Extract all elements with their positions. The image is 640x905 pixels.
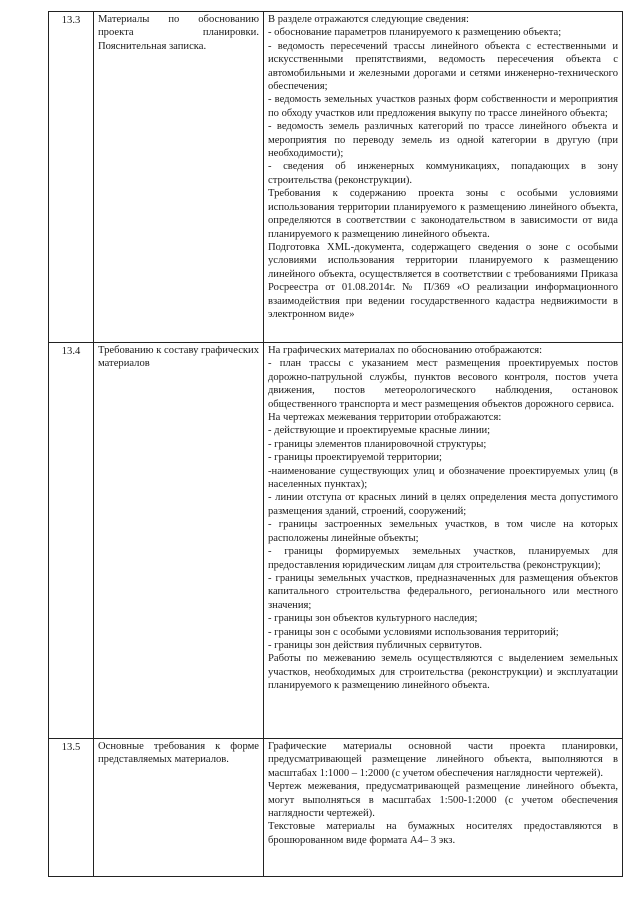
row-content <box>264 12 623 343</box>
row-content <box>264 739 623 877</box>
content-paragraph: - границы земельных участков, предназначенных для размещения объектов капитального строительства федерального, регионального или местного значения; <box>268 572 618 611</box>
content-paragraph: - границы формируемых земельных участков, планируемых для предоставления юридическим лицам для строительства (реконструкции); <box>268 546 618 571</box>
content-paragraph: - сведения об инженерных коммуникациях, попадающих в зону строительства (реконструкции). <box>268 161 618 186</box>
content-paragraph: Подготовка XML-документа, содержащего сведения о зоне с особыми условиями использования территории планируемого к размещению линейного объекта, осуществляется в соответствии с требованиями Приказа Росреестра от 01.08.2014г. № П/369 «О реализации информационного взаимодействия при ведении государственного кадастра недвижимости в электронном виде» <box>268 241 618 320</box>
row-title: Требованию к составу графических материалов <box>94 343 264 739</box>
row-title: Материалы по обоснованию проекта планировки. Пояснительная записка. <box>94 12 264 343</box>
content-paragraph: - границы проектируемой территории; <box>268 452 442 464</box>
content-paragraph: На графических материалах по обоснованию отображаются: <box>268 345 543 356</box>
row-number: 13.5 <box>49 739 94 877</box>
content-paragraph: - границы зон действия публичных сервитутов. <box>268 639 483 651</box>
row-number: 13.4 <box>49 343 94 739</box>
content-paragraph: - план трассы с указанием мест размещения проектируемых постов дорожно-патрульной службы, пунктов весового контроля, постов учета движения, постов метеорологического наблюдения, остановок общественного транспорта и мест размещения объектов дорожного сервиса. <box>268 358 618 410</box>
content-paragraph: - действующие и проектируемые красные линии; <box>268 425 491 437</box>
content-paragraph: Требования к содержанию проекта зоны с особыми условиями использования территории планируемого к размещению линейного объекта, определяются в соответствии с законодательством в зависимости от вида планируемого к размещению линейного объекта. <box>268 188 618 240</box>
content-paragraph: Чертеж межевания, предусматривающей размещение линейного объекта, могут выполняться в масштабах 1:500-1:2000 (с учетом обеспечения наглядности чертежей). <box>268 781 618 820</box>
content-paragraph: - ведомость земельных участков разных форм собственности и мероприятия по обходу участков или предложения выкупу по трассе линейного объекта; <box>268 94 618 119</box>
content-paragraph: В разделе отражаются следующие сведения: <box>268 14 469 25</box>
row-number: 13.3 <box>49 12 94 343</box>
table-row <box>49 12 623 343</box>
requirements-table <box>48 11 623 877</box>
row-title: Основные требования к форме представляемых материалов. <box>94 739 264 877</box>
content-paragraph: Работы по межеванию земель осуществляются с выделением земельных участков, необходимых для строительства (реконструкции) и эксплуатации планируемого к размещению линейного объекта. <box>268 653 618 692</box>
content-paragraph: -наименование существующих улиц и обозначение проектируемых улиц (в населенных пунктах); <box>268 465 618 491</box>
content-paragraph: - ведомость пересечений трассы линейного объекта с естественными и искусственными препятствиями, ведомость пересечения объекта с автомобильными и железными дорогами и сетями инженерно-технического обеспечения; <box>268 40 618 93</box>
content-paragraph: - обоснование параметров планируемого к размещению объекта; <box>268 27 562 39</box>
content-paragraph: - линии отступа от красных линий в целях определения места допустимого размещения зданий, строений, сооружений; <box>268 492 618 517</box>
content-paragraph: - границы застроенных земельных участков, в том числе на которых расположены линейные объекты; <box>268 519 618 544</box>
table-row <box>49 343 623 739</box>
content-paragraph: На чертежах межевания территории отображаются: <box>268 412 502 424</box>
content-paragraph: - границы зон объектов культурного наследия; <box>268 613 478 625</box>
content-paragraph: Графические материалы основной части проекта планировки, предусматривающей размещение линейного объекта, выполняются в масштабах 1:1000 – 1:2000 (с учетом обеспечения наглядности чертежей). <box>268 741 618 779</box>
content-paragraph: - границы элементов планировочной структуры; <box>268 438 487 450</box>
content-paragraph: - границы зон с особыми условиями использования территорий; <box>268 626 559 638</box>
content-paragraph: - ведомость земель различных категорий по трассе линейного объекта и мероприятия по переводу земель из одной категории в другую (при необходимости); <box>268 121 618 160</box>
row-content <box>264 343 623 739</box>
content-paragraph: Текстовые материалы на бумажных носителях предоставляются в брошюрованном виде формата А4– 3 экз. <box>268 821 618 846</box>
table-row <box>49 739 623 877</box>
